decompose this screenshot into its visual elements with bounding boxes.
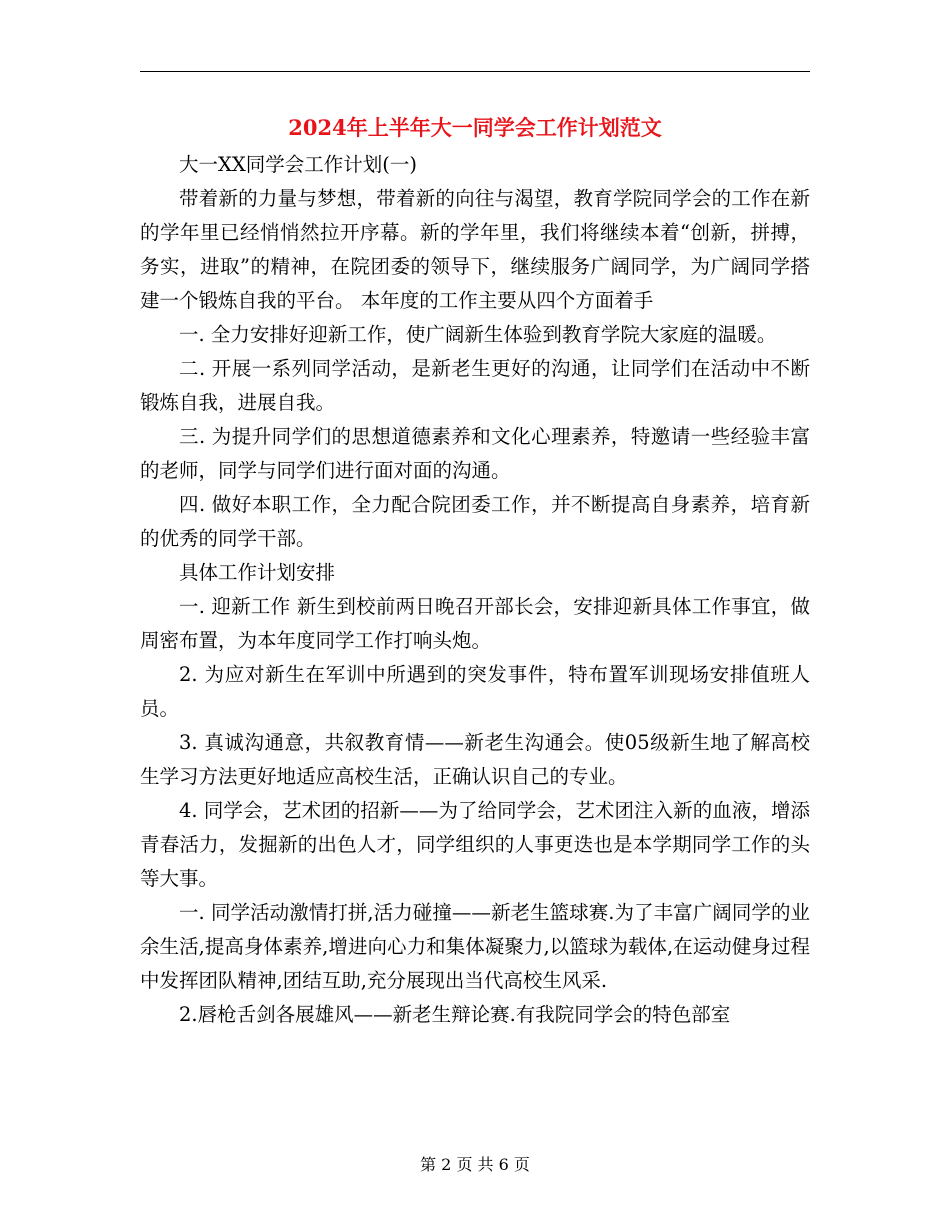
paragraph: 四. 做好本职工作，全力配合院团委工作，并不断提高自身素养，培育新的优秀的同学干部。 <box>140 493 810 550</box>
paragraph: 二. 开展一系列同学活动，是新老生更好的沟通，让同学们在活动中不断锻炼自我，进展自我。 <box>140 357 810 414</box>
paragraph: 2.唇枪舌剑各展雄风——新老生辩论赛.有我院同学会的特色部室 <box>179 1003 731 1026</box>
paragraph: 大一XX同学会工作计划(一) <box>179 153 417 176</box>
paragraph: 带着新的力量与梦想，带着新的向往与渴望，教育学院同学会的工作在新的学年里已经悄悄然拉开序幕。新的学年里，我们将继续本着“创新，拼搏，务实，进取”的精神，在院团委的领导下，继续服务广阔同学，为广阔同学搭建一个锻炼自我的平台。 本年度的工作主要从四个方面着手 <box>140 187 810 312</box>
paragraph: 具体工作计划安排 <box>179 561 336 584</box>
page-number: 第 2 页 共 6 页 <box>420 1155 530 1174</box>
paragraph: 一. 全力安排好迎新工作，使广阔新生体验到教育学院大家庭的温暖。 <box>179 323 777 346</box>
document-body <box>140 148 810 1032</box>
paragraph: 4. 同学会，艺术团的招新——为了给同学会，艺术团注入新的血液，增添青春活力，发掘新的出色人才，同学组织的人事更迭也是本学期同学工作的头等大事。 <box>140 799 810 890</box>
paragraph: 3. 真诚沟通意，共叙教育情——新老生沟通会。使05级新生地了解高校生学习方法更好地适应高校生活，正确认识自己的专业。 <box>140 731 810 788</box>
paragraph: 三. 为提升同学们的思想道德素养和文化心理素养，特邀请一些经验丰富的老师，同学与同学们进行面对面的沟通。 <box>140 425 810 482</box>
paragraph: 2. 为应对新生在军训中所遇到的突发事件，特布置军训现场安排值班人员。 <box>140 663 810 720</box>
document-title: 2024年上半年大一同学会工作计划范文 <box>288 115 662 140</box>
paragraph: 一. 迎新工作 新生到校前两日晚召开部长会，安排迎新具体工作事宜，做周密布置，为本年度同学工作打响头炮。 <box>140 595 810 652</box>
header-rule <box>140 71 810 72</box>
paragraph: 一. 同学活动激情打拼,活力碰撞——新老生篮球赛.为了丰富广阔同学的业余生活,提高身体素养,增进向心力和集体凝聚力,以篮球为载体,在运动健身过程中发挥团队精神,团结互助,充分展现出当代高校生风采. <box>140 901 810 992</box>
